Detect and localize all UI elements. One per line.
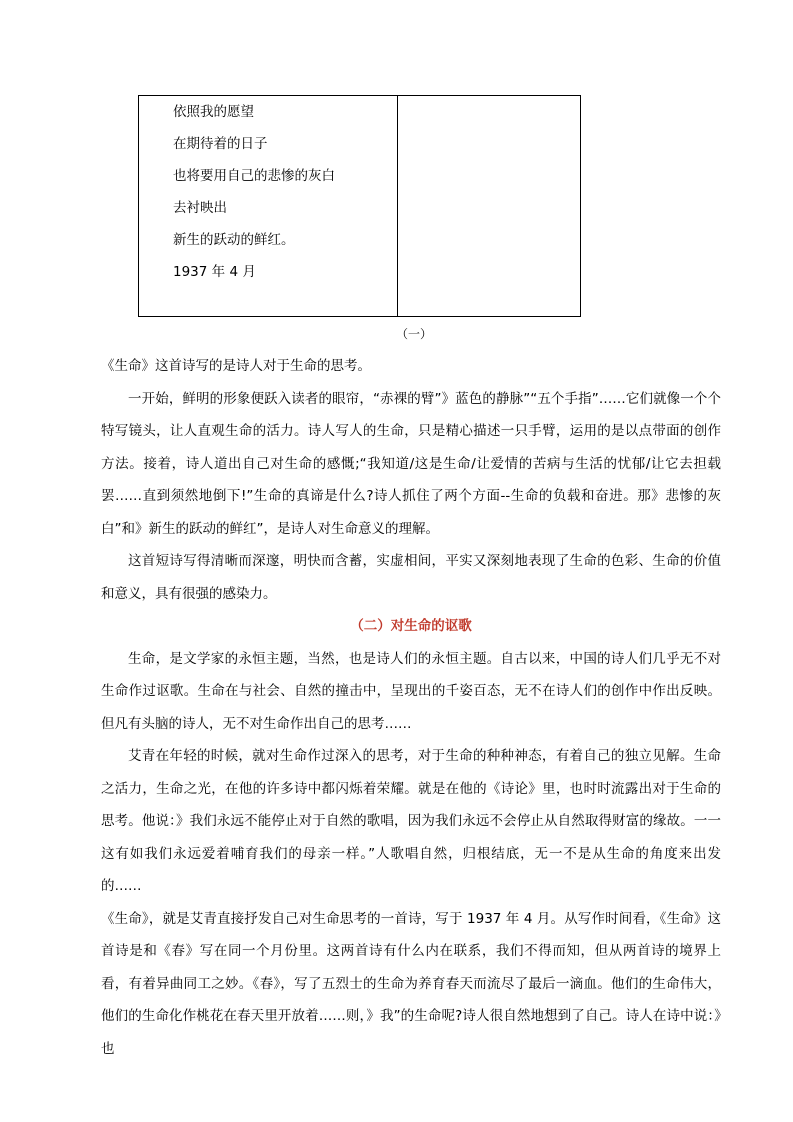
poem-line: 依照我的愿望 xyxy=(173,104,254,120)
poem-lines xyxy=(173,102,335,294)
poem-line: 也将要用自己的悲惨的灰白 xyxy=(173,168,335,184)
paragraph: 这首短诗写得清晰而深邃，明快而含蓄，实虚相间，平实又深刻地表现了生命的色彩、生命的价值和意义，具有很强的感染力。 xyxy=(101,553,721,602)
paragraph: 艾青在年轻的时候，就对生命作过深入的思考，对于生命的种种神态，有着自己的独立见解。生命之活力，生命之光，在他的许多诗中都闪烁着荣耀。就是在他的《诗论》里，也时时流露出对于生命的思考。他说：》我们永远不能停止对于自然的歌唱，因为我们永远不会停止从自然取得财富的缘故。一一这有如我们永远爱着哺育我们的母亲一样。”人歌唱自然，归根结底，无一不是从生命的角度来出发的…… xyxy=(101,748,721,894)
table-caption: （一） xyxy=(396,327,433,341)
paragraph: 《生命》这首诗写的是诗人对于生命的思考。 xyxy=(101,358,371,374)
paragraph: 一开始，鲜明的形象便跃入读者的眼帘，“赤裸的臂”》蓝色的静脉”“五个手指”……它们就像一个个特写镜头，让人直观生命的活力。诗人写人的生命，只是精心描述一只手臂，运用的是以点带面的创作方法。接着，诗人道出自己对生命的感慨;“我知道/这是生命/让爱情的苦病与生活的忧郁/让它去担载罢……直到须然地倒下!”生命的真谛是什么?诗人抓住了两个方面--生命的负载和奋进。那》悲惨的灰白”和》新生的跃动的鲜红”，是诗人对生命意义的理解。 xyxy=(101,390,721,537)
body-text xyxy=(101,350,721,1065)
table-divider xyxy=(397,96,398,316)
paragraph: 《生命》，就是艾青直接抒发自己对生命思考的一首诗，写于 1937 年 4 月。从写作时间看，《生命》这首诗是和《春》写在同一个月份里。这两首诗有什么内在联系，我们不得而知，但从两首诗的境界上看，有着异曲同工之妙。《春》，写了五烈士的生命为养育春天而流尽了最后一滴血。他们的生命伟大，他们的生命化作桃花在春天里开放着……则，》我”的生命呢?诗人很自然地想到了自己。诗人在诗中说：》也 xyxy=(101,910,721,1057)
poem-date: 1937 年 4 月 xyxy=(173,264,256,280)
poem-line: 新生的跃动的鲜红。 xyxy=(173,232,295,248)
poem-line: 去衬映出 xyxy=(173,200,227,216)
section-title: （二）对生命的讴歌 xyxy=(350,618,472,634)
paragraph: 生命，是文学家的永恒主题，当然，也是诗人们的永恒主题。自古以来，中国的诗人们几乎无不对生命作过讴歌。生命在与社会、自然的撞击中，呈现出的千姿百态，无不在诗人们的创作中作出反映。但凡有头脑的诗人，无不对生命作出自己的思考…… xyxy=(101,650,721,732)
poem-table xyxy=(138,95,581,317)
poem-line: 在期待着的日子 xyxy=(173,136,268,152)
